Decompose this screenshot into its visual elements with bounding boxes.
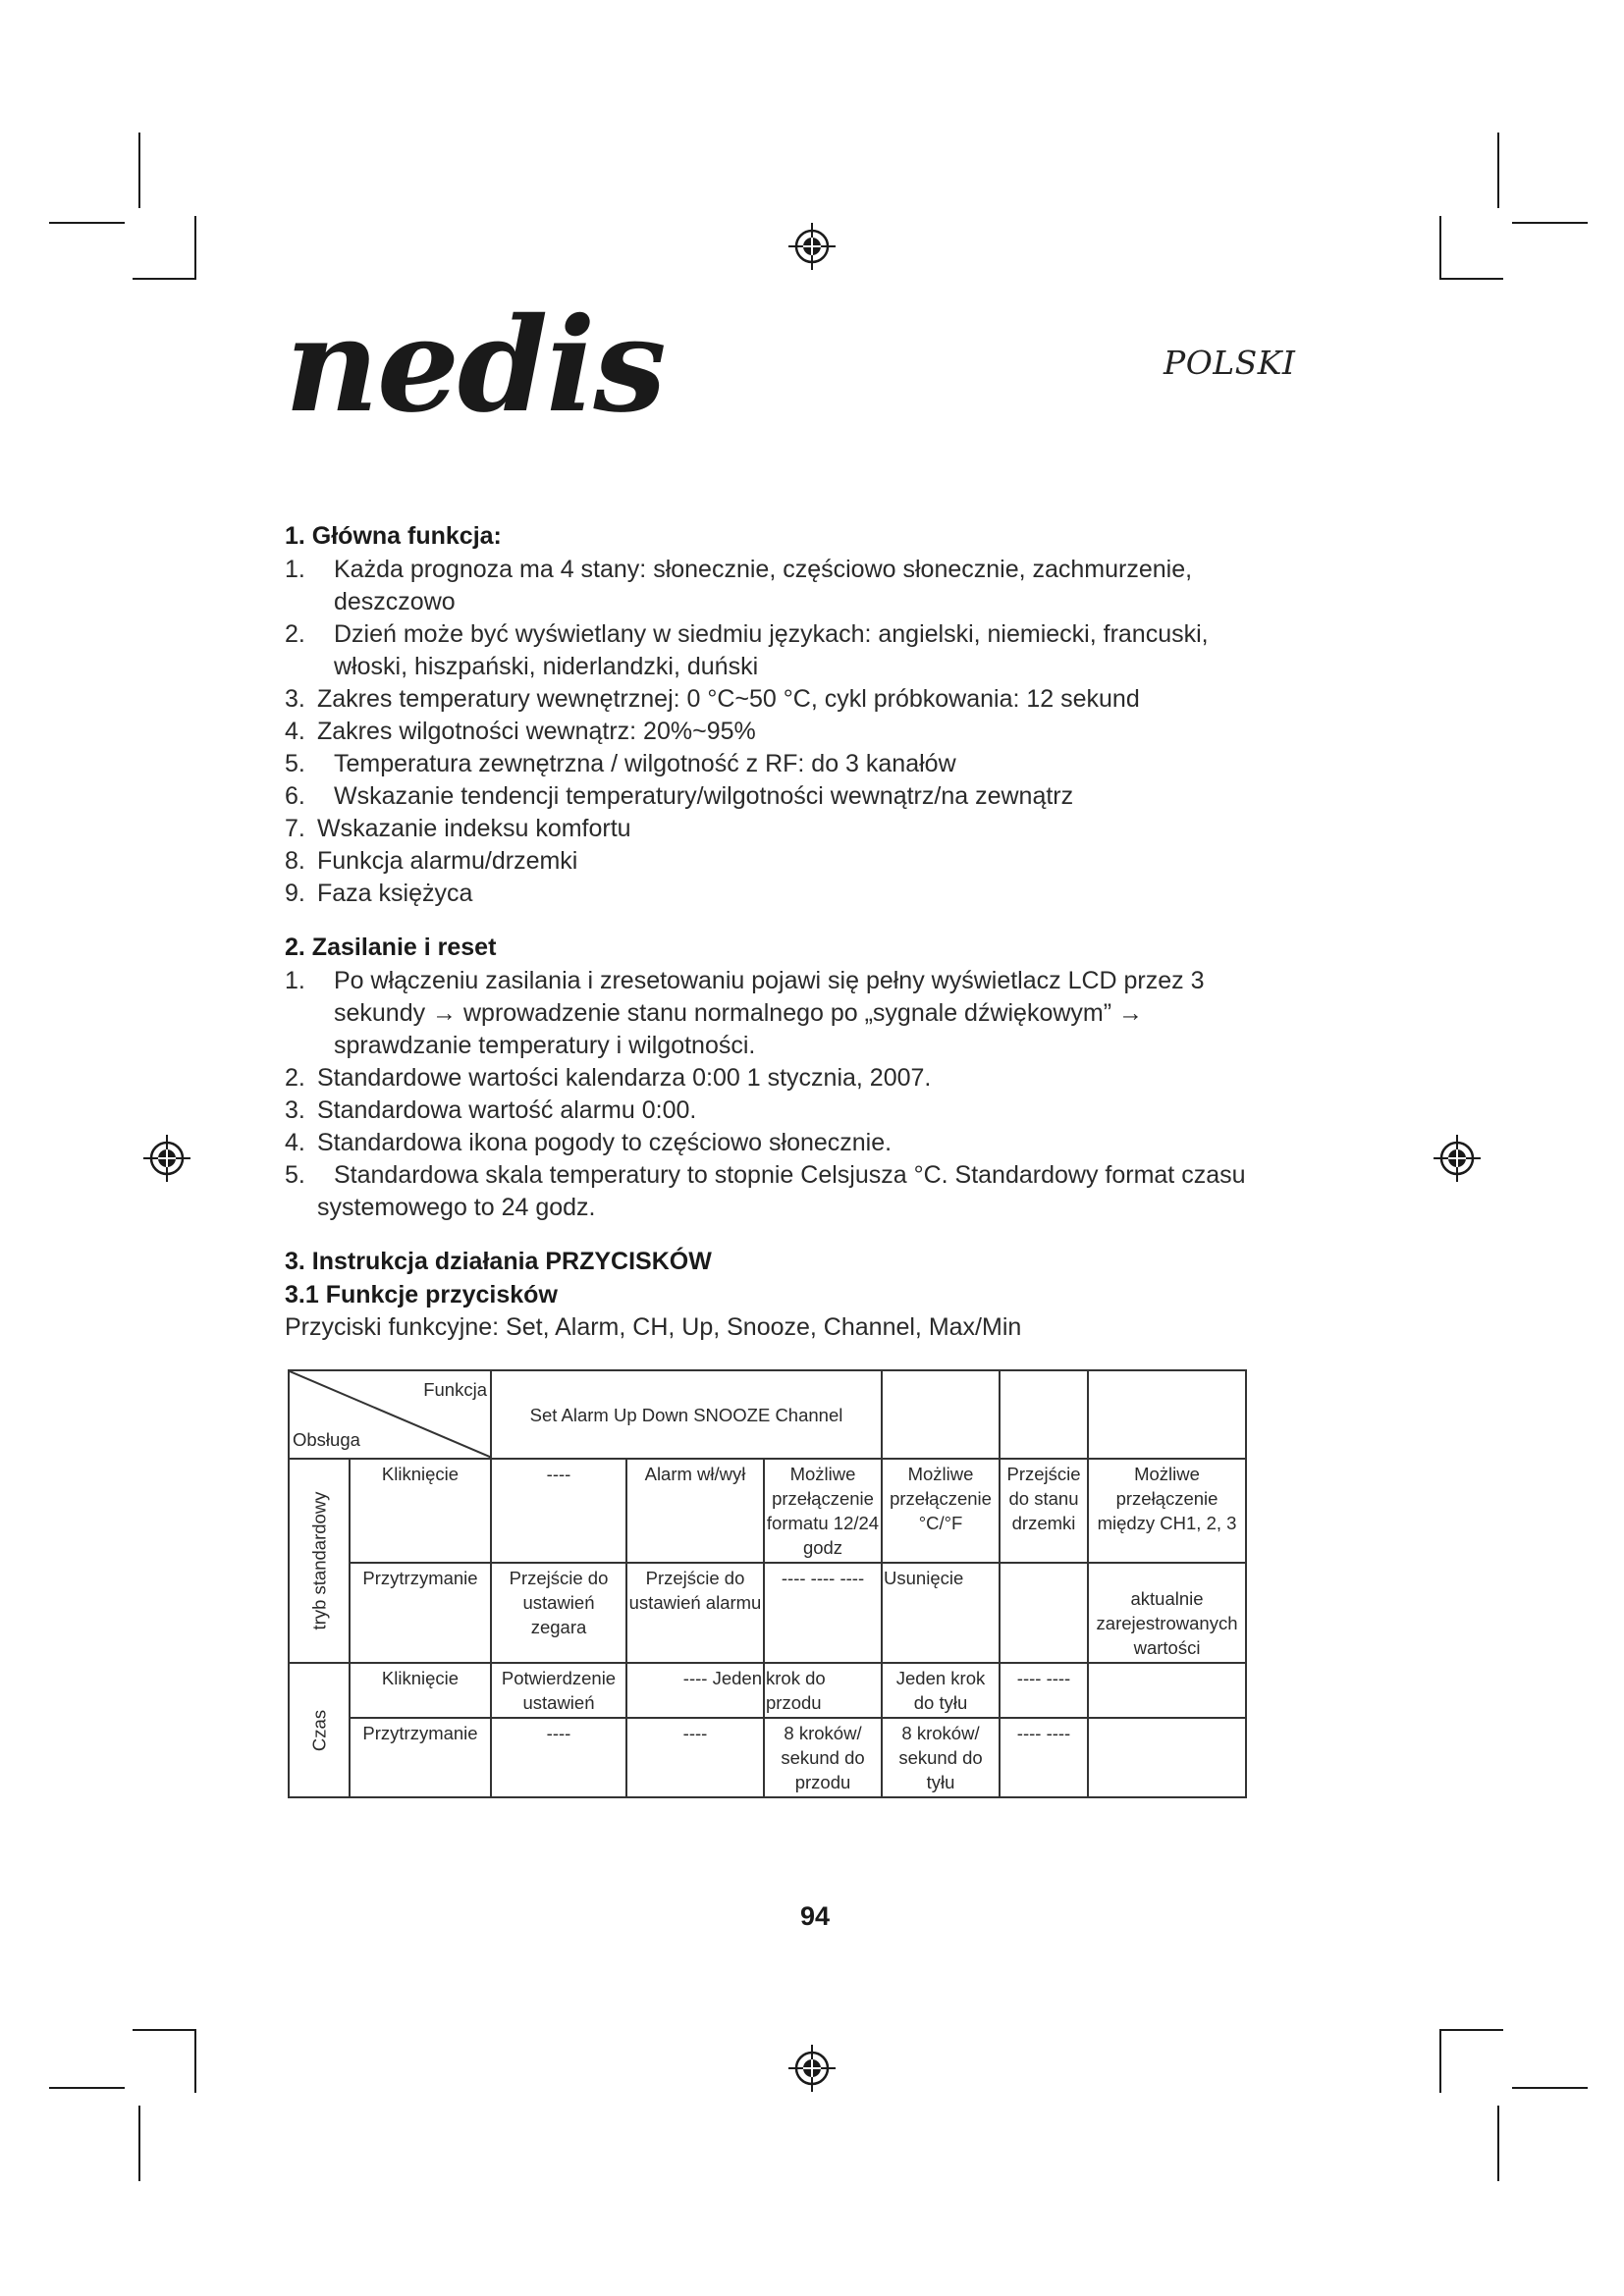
crop-mark-tl-h-outer [49,222,125,224]
list-text: Faza księżyca [317,880,473,907]
table-cell: Potwierdzenie ustawień [491,1663,626,1718]
power-list [285,965,1267,1224]
table-cell [1088,1663,1246,1718]
button-function-table [288,1369,1247,1798]
crop-mark-tl-h [133,278,196,280]
section-heading: 1. Główna funkcja: [285,522,502,550]
mode-label-time [289,1663,350,1797]
list-item [285,618,1267,683]
crop-mark-tr-v [1439,216,1441,280]
mode-label-text: Czas [308,1709,330,1751]
table-header-cell [882,1370,1000,1459]
list-number: 8. [285,847,305,875]
crop-mark-tl-v-outer [138,133,140,208]
list-text: Temperatura zewnętrzna / wilgotność z RF: do 3 kanałów [334,750,956,777]
table-header-cell [1088,1370,1246,1459]
mode-label-standard [289,1459,350,1663]
table-cell: ---- ---- [1000,1663,1088,1718]
section-buttons [285,1246,1267,1344]
list-number: 5. [285,750,305,777]
list-item [285,1159,1267,1224]
crop-mark-br-v-outer [1497,2106,1499,2181]
list-number: 2. [285,1064,305,1092]
crop-mark-tl-v [194,216,196,280]
crop-mark-bl-h [133,2029,196,2031]
corner-label-function: Funkcja [423,1379,487,1400]
list-text: Zakres wilgotności wewnątrz: 20%~95% [317,718,756,745]
table-cell: Przytrzymanie [350,1563,491,1663]
table-cell: ---- [491,1718,626,1797]
list-text: Standardowa skala temperatury to stopnie Celsjusza °C. Standardowy format czasu systemowego to 24 godz. [317,1161,1246,1221]
list-item [285,813,1267,845]
list-item [285,965,1267,1062]
language-label: POLSKI [1164,344,1296,382]
list-text: Po włączeniu zasilania i zresetowaniu pojawi się pełny wyświetlacz LCD przez 3 sekundy → wprowadzenie stanu normalnego po „sygnale dźwiękowym” → sprawdzanie temperatury i wilgotności. [334,967,1205,1059]
page-number: 94 [799,1901,831,1931]
list-text: Standardowe wartości kalendarza 0:00 1 stycznia, 2007. [317,1064,932,1092]
table-cell [1000,1563,1088,1663]
list-number: 3. [285,685,305,713]
table-cell: ---- Jeden [626,1663,764,1718]
table-cell: Przejście do ustawień alarmu [626,1563,764,1663]
list-number: 4. [285,718,305,745]
table-cell: 8 kroków/ sekund do tyłu [882,1718,1000,1797]
list-text: Dzień może być wyświetlany w siedmiu językach: angielski, niemiecki, francuski, włoski, hiszpański, niderlandzki, duński [334,620,1209,680]
section-heading: 3. Instrukcja działania PRZYCISKÓW [285,1248,712,1275]
table-cell: Możliwe przełączenie formatu 12/24 godz [764,1459,882,1563]
subsection-heading: 3.1 Funkcje przycisków [285,1281,558,1308]
table-cell: Jeden krok do tyłu [882,1663,1000,1718]
table-cell: Przytrzymanie [350,1718,491,1797]
list-number: 1. [285,967,305,994]
list-number: 4. [285,1129,305,1156]
table-corner-cell [289,1370,491,1459]
list-text: Każda prognoza ma 4 stany: słonecznie, częściowo słonecznie, zachmurzenie, deszczowo [334,556,1193,615]
list-number: 7. [285,815,305,842]
registration-mark-icon [787,2044,837,2093]
list-text: Funkcja alarmu/drzemki [317,847,578,875]
registration-mark-icon [1433,1134,1482,1183]
list-item [285,1062,1267,1095]
svg-text:nedis: nedis [285,294,665,442]
table-cell: Przejście do stanu drzemki [1000,1459,1088,1563]
list-text: Standardowa wartość alarmu 0:00. [317,1096,697,1124]
crop-mark-tr-v-outer [1497,133,1499,208]
list-number: 5. [285,1161,305,1189]
list-number: 9. [285,880,305,907]
registration-mark-icon [142,1134,191,1183]
table-cell: Możliwe przełączenie °C/°F [882,1459,1000,1563]
table-cell: krok do przodu [764,1663,882,1718]
crop-mark-br-v [1439,2029,1441,2093]
list-number: 6. [285,782,305,810]
crop-mark-bl-v-outer [138,2106,140,2181]
table-cell: Możliwe przełączenie między CH1, 2, 3 [1088,1459,1246,1563]
section-main-function [285,520,1267,910]
list-text: Wskazanie tendencji temperatury/wilgotności wewnątrz/na zewnątrz [334,782,1074,810]
list-item [285,748,1267,780]
table-cell: ---- ---- ---- [764,1563,882,1663]
list-item [285,878,1267,910]
corner-label-operation: Obsługa [293,1429,360,1450]
list-item [285,683,1267,716]
buttons-intro: Przyciski funkcyjne: Set, Alarm, CH, Up, Snooze, Channel, Max/Min [285,1313,1022,1341]
table-cell [1088,1718,1246,1797]
table-row [289,1718,1246,1797]
list-text: Wskazanie indeksu komfortu [317,815,631,842]
nedis-logo [285,294,727,442]
table-row [289,1663,1246,1718]
table-cell: ---- [491,1459,626,1563]
table-cell: ---- ---- [1000,1718,1088,1797]
table-header-row [289,1370,1246,1459]
list-number: 1. [285,556,305,583]
crop-mark-br-h-outer [1512,2087,1588,2089]
registration-mark-icon [787,222,837,271]
table-row [289,1459,1246,1563]
list-item [285,716,1267,748]
table-cell: Przejście do ustawień zegara [491,1563,626,1663]
crop-mark-bl-h-outer [49,2087,125,2089]
list-item [285,554,1267,618]
table-cell: Kliknięcie [350,1663,491,1718]
table-cell: aktualnie zarejestrowanych wartości [1088,1563,1246,1663]
table-cell: 8 kroków/ sekund do przodu [764,1718,882,1797]
crop-mark-bl-v [194,2029,196,2093]
crop-mark-tr-h [1439,278,1503,280]
document-body [285,520,1267,1344]
list-text: Zakres temperatury wewnętrznej: 0 °C~50 °C, cykl próbkowania: 12 sekund [317,685,1140,713]
section-power-reset [285,932,1267,1224]
feature-list [285,554,1267,910]
list-item [285,1095,1267,1127]
list-number: 3. [285,1096,305,1124]
mode-label-text: tryb standardowy [308,1491,330,1630]
list-text: Standardowa ikona pogody to częściowo słonecznie. [317,1129,893,1156]
table-cell: Kliknięcie [350,1459,491,1563]
table-cell: ---- [626,1718,764,1797]
table-header-cell [1000,1370,1088,1459]
list-item [285,845,1267,878]
table-cell: Alarm wł/wył [626,1459,764,1563]
crop-mark-br-h [1439,2029,1503,2031]
table-row [289,1563,1246,1663]
list-item [285,780,1267,813]
table-cell: Usunięcie [882,1563,1000,1663]
list-number: 2. [285,620,305,648]
list-item [285,1127,1267,1159]
table-header-buttons: Set Alarm Up Down SNOOZE Channel [491,1370,882,1459]
crop-mark-tr-h-outer [1512,222,1588,224]
section-heading: 2. Zasilanie i reset [285,934,497,961]
